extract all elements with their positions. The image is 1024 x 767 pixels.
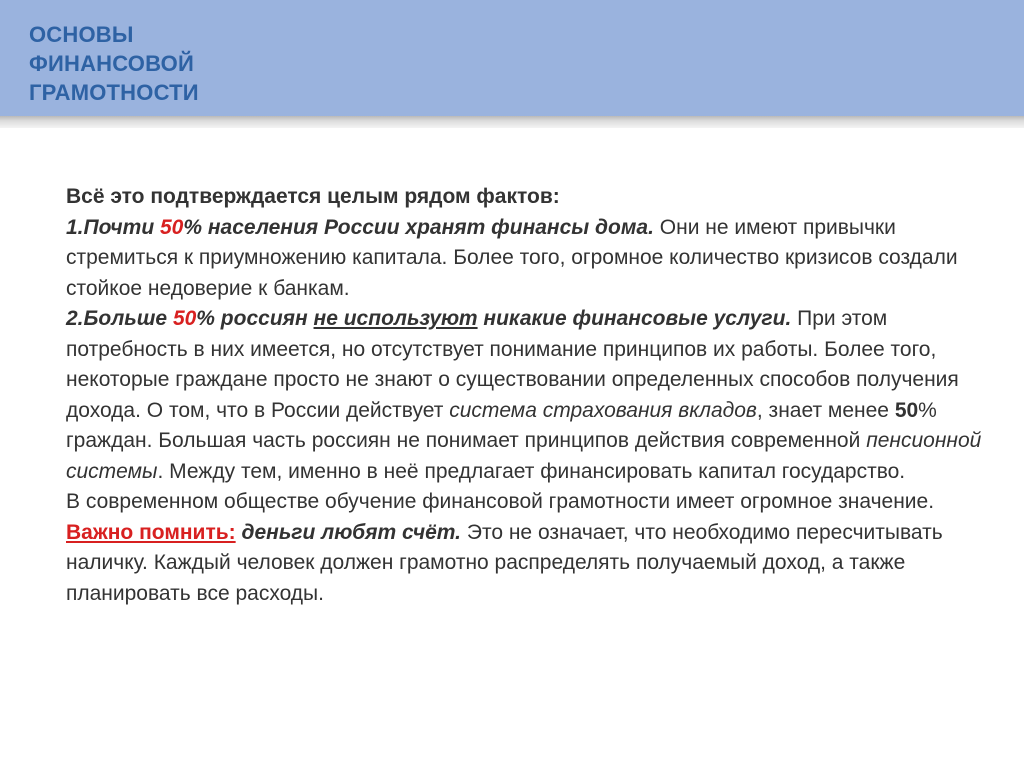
conclusion bbox=[66, 487, 996, 609]
fact-1-lead bbox=[66, 216, 654, 239]
fact-2-lead-b: % россиян bbox=[196, 307, 314, 330]
fact-2-text-a: При этом потребность в них имеется, но отсутствует понимание принципов их работы. Более того, некоторые граждане просто не знают о существовании определенных способов получения дохода. О том, что в России действует bbox=[66, 307, 959, 422]
intro-text: Всё это подтверждается целым рядом фактов: bbox=[66, 185, 560, 208]
fact-2-text-c: % граждан. Большая часть россиян не понимает принципов действия современной bbox=[66, 398, 937, 452]
fact-2-percent-2: 50 bbox=[894, 398, 919, 422]
fact-2-lead-c: никакие финансовые услуги. bbox=[477, 307, 792, 330]
slide-body bbox=[66, 182, 996, 609]
title-line-2: ФИНАНСОВОЙ bbox=[29, 51, 194, 76]
fact-1-lead-a: 1.Почти bbox=[66, 215, 160, 239]
header-shadow bbox=[0, 116, 1024, 128]
fact-2-lead bbox=[66, 307, 791, 330]
title-line-3: ГРАМОТНОСТИ bbox=[29, 80, 199, 105]
fact-2-underline: не используют bbox=[313, 307, 478, 330]
fact-2-percent: 50 bbox=[172, 307, 197, 330]
conclusion-text-a: В современном обществе обучение финансовой грамотности имеет огромное значение. bbox=[66, 490, 935, 513]
conclusion-text-b: Это не означает, что необходимо пересчитывать наличку. Каждый человек должен грамотно распределять получаемый доход, а также планировать все расходы. bbox=[66, 520, 943, 605]
fact-1-percent: 50 bbox=[159, 215, 184, 239]
fact-2-lead-a: 2.Больше bbox=[66, 307, 173, 330]
title-line-1: ОСНОВЫ bbox=[29, 22, 134, 47]
fact-2-text-d: . Между тем, именно в неё предлагает финансировать капитал государство. bbox=[157, 459, 906, 483]
remember-label: Важно помнить: bbox=[66, 520, 236, 544]
fact-1-lead-b: % населения России хранят финансы дома. bbox=[183, 215, 654, 239]
term-pension-system: пенсионной системы bbox=[66, 429, 982, 483]
fact-2-text-b: , знает менее bbox=[756, 398, 895, 422]
fact-1-text: Они не имеют привычки стремиться к приумножению капитала. Более того, огромное количество кризисов создали стойкое недоверие к банкам. bbox=[66, 215, 958, 300]
page-title bbox=[29, 20, 199, 107]
term-deposit-insurance: система страхования вкладов bbox=[449, 398, 757, 422]
fact-2 bbox=[66, 304, 996, 487]
fact-1 bbox=[66, 213, 996, 305]
motto: деньги любят счёт. bbox=[235, 520, 462, 544]
